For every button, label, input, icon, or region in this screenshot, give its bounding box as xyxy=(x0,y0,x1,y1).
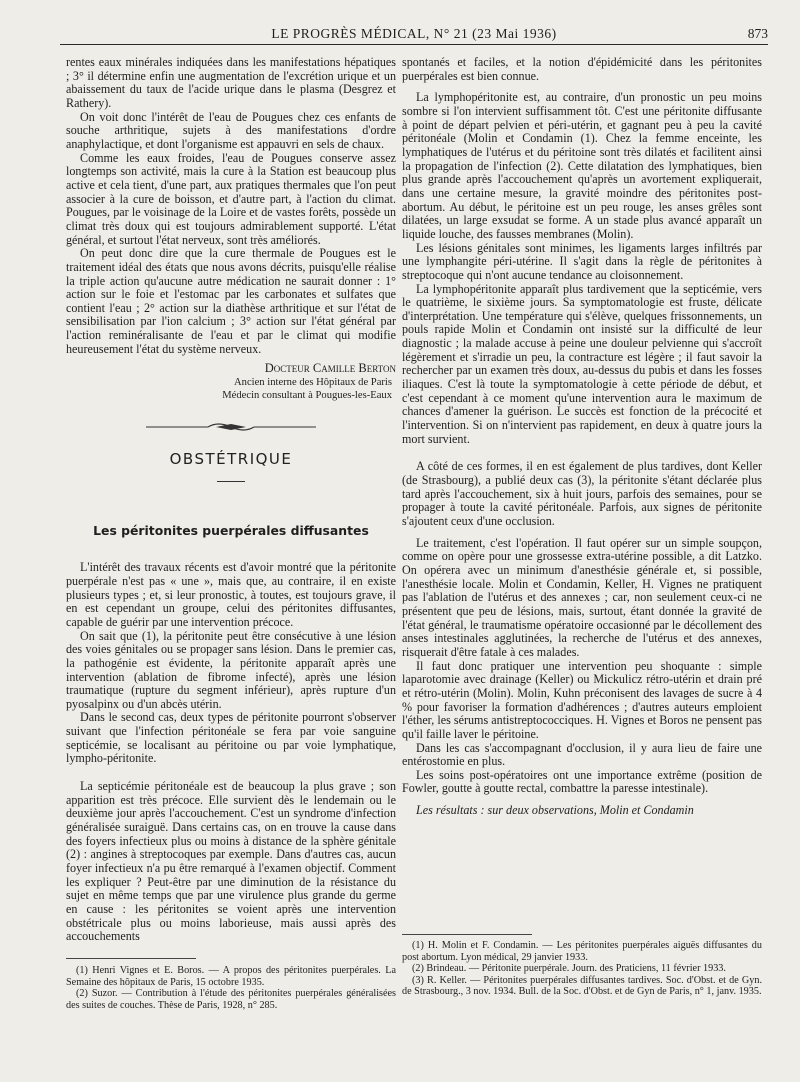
author-title-2: Médecin consultant à Pougues-les-Eaux xyxy=(222,390,392,402)
left-paragraphs-b xyxy=(66,780,396,944)
left-paragraphs-a xyxy=(66,561,396,766)
right-paragraphs-b xyxy=(402,91,762,446)
paragraph: Les lésions génitales sont minimes, les ligaments larges infiltrés par une lymphangite péri-utérine. Il s'agit dans la règle de péritonites à streptocoque qui n'ont aucune tendance au cloisonnement. xyxy=(402,240,762,282)
author-signature xyxy=(66,362,396,403)
article-title: Les péritonites puerpérales diffusantes xyxy=(93,522,369,538)
ornament-icon xyxy=(146,421,316,433)
footnote: (1) H. Molin et F. Condamin. — Les péritonites puerpérales aiguës diffusantes du post abortum. Lyon médical, 29 janvier 1933. xyxy=(402,940,762,963)
right-paragraphs-a xyxy=(402,56,762,83)
paragraph: La septicémie péritonéale est de beaucoup la plus grave ; son apparition est très précoce. Elle survient dès le lendemain ou le deuxième jour après l'accouchement. C'est un syndrome d'infection généralisée suraiguë. Dans certains cas, on en trouve la cause dans des foyers infectieux plus ou moins à distance de la sphère génitale (2) : angines à streptocoques par exemple. Dans d'autres cas, aucun foyer infectieux n'a pu être remarqué à l'examen objectif. Comment les expliquer ? Peut-être par une diminution de la résistance du sujet en même temps que par une virulence plus grande du germe en cause : les péritonites se voient après une intervention obstétricale plus ou moins laborieuse, mais aussi après des accouchements xyxy=(66,779,396,944)
right-footnotes xyxy=(402,940,762,998)
paragraph: Le traitement, c'est l'opération. Il faut opérer sur un simple soupçon, comme on opère pour une grossesse extra-utérine possible, a dit Latzko. On opérera avec un minimum d'anesthésie générale et, si possible, l'anesthésie locale. Molin et Condamin, Keller, H. Vignes ne pratiquent pas l'ablation de l'utérus et des annexes ; car, non seulement ceux-ci ne présentent que peu de lésions, mais, surtout, étant donnée la gravité de l'état général, le traumatisme opératoire occasionné par le décollement des anses intestinales agglutinées, la recherche de l'utérus et des annexes, risquerait d'être fatale à ces malades. xyxy=(402,535,762,659)
paragraph: La lymphopéritonite est, au contraire, d'un pronostic un peu moins sombre si l'on intervient suffisamment tôt. C'est une péritonite diffusante à point de départ pelvien et péri-utérin, et gagnant peu à peu la cavité péritonéale (Molin et Condamin (1). Chez la femme enceinte, les lymphatiques de l'utérus et du péritoine sont très dilatés et facilitent ainsi la propagation de l'infection (2). Cette dilatation des lymphatiques, bien plus grande après l'accouchement qu'après un avortement expliquerait, dans une certaine mesure, la gravité moindre des péritonites post-abortum. Au début, le péritoine est un peu rouge, les anses grêles sont dilatées, un large exsudat se forme. A un stade plus avancé apparaît un liquide louche, des fausses membranes (Molin). xyxy=(402,90,762,241)
page-number: 873 xyxy=(747,26,768,41)
author-title-1: Ancien interne des Hôpitaux de Paris xyxy=(234,376,392,388)
paragraph: Il faut donc pratiquer une intervention peu shoquante : simple laparotomie avec drainage (Keller) ou Mickulicz rétro-utérin et drain pré et rétro-utérin (Molin). Molin, Kuhn préconisent des lavages de sucre à 4 % pour favoriser la formation d'adhérences ; d'autres auteurs emploient l'éther, les sérums antistreptococciques. H. Vignes et Boros ne pensent pas qu'il faille laver le péritoine. xyxy=(402,658,762,741)
paragraph: Dans le second cas, deux types de péritonite pourront s'observer suivant que l'infection péritonéale se fera par voie sanguine septicémie, se localisant au péritoine ou par voie lymphatique, lympho-péritonite. xyxy=(66,710,396,766)
left-footnotes xyxy=(66,965,396,1011)
paragraph: La lymphopéritonite apparaît plus tardivement que la septicémie, vers le quatrième, le sixième jours. Sa symptomatologie est fruste, délicate d'interprétation. Une température qui s'élève, quelques frissonnements, un pouls rapide Molin et Condamin ont insisté sur la difficulté de leur diagnostic ; la malade accuse à peine une douleur pelvienne qui s'accroît légèrement et s'irradie un peu, la contracture est légère ; il faut savoir la rechercher par un examen très doux, au-dessus du pubis et dans les fosses iliaques. C'est là toute la symptomatologie à cette période de début, et c'est cependant à ce moment qu'une intervention aura le maximum de chances d'amener la guérison. Le succès est fonction de la précocité et l'intervention. Si on n'intervient pas rapidement, en deux à quatre jours la mort survient. xyxy=(402,281,762,446)
paragraph: L'intérêt des travaux récents est d'avoir montré que la péritonite puerpérale n'est pas « une », mais que, au contraire, il en existe plusieurs types ; et, si leur pronostic, à toutes, est toujours grave, il en est cependant un groupe, celui des péritonites diffusantes, capable de guérir par une intervention précoce. xyxy=(66,560,396,629)
header-rule xyxy=(60,44,768,45)
paragraph: A côté de ces formes, il en est également de plus tardives, dont Keller (de Strasbourg), a publié deux cas (3), la péritonite s'étant déclarée plus tard après l'accouchement, six à huit jours, parfois des semaines, pour se propager à toute la cavité péritonéale. Parfois, aux signes de péritonite s'ajoutent ceux d'une occlusion. xyxy=(402,459,762,528)
paragraph: On sait que (1), la péritonite peut être consécutive à une lésion des voies génitales ou se propager sans lésion. Dans le premier cas, la pathogénie est évidente, la péritonite apparaît après une intervention (ablation de fibrome infecté), après une lésion traumatique (rupture du segment inférieur), après rupture d'un pyosalpinx ou d'un abcès utérin. xyxy=(66,628,396,711)
footnote-rule-right xyxy=(402,934,532,935)
footnote-rule-left xyxy=(66,958,196,959)
paragraph: On voit donc l'intérêt de l'eau de Pougues chez ces enfants de souche arthritique, sujets à des manifestations d'ordre anaphylactique, et dont l'organisme est appauvri en sels de chaux. xyxy=(66,109,396,151)
ornament-divider xyxy=(66,421,396,435)
paragraph: Dans les cas s'accompagnant d'occlusion, il y aura lieu de faire une entérostomie en plus. xyxy=(402,740,762,769)
paragraph: rentes eaux minérales indiquées dans les manifestations hépatiques ; 3° il détermine enfin une augmentation de l'excrétion urique et un abaissement du taux de l'acide urique dans le plasma (Desgrez et Rathery). xyxy=(66,55,396,110)
author-name: Docteur Camille Berton xyxy=(264,361,396,376)
footnote: (2) Brindeau. — Péritonite puerpérale. Journ. des Praticiens, 11 février 1933. xyxy=(412,963,726,975)
right-paragraphs-d xyxy=(402,537,762,796)
left-column xyxy=(66,56,396,944)
paragraph: On peut donc dire que la cure thermale de Pougues est le traitement idéal des états que nous avons décrits, puisqu'elle réalise la triple action qu'aucune autre médication ne saurait donner : 1° action sur le foie et l'estomac par les carbonates et sulfates que contient l'eau ; 2° action sur la diathèse arthritique et sur l'état de sensibilisation par l'ion calcium ; 3° action sur l'état général par l'action reminéralisante de l'eau et par le climat qui modifie heureusement l'état du système nerveux. xyxy=(66,246,396,356)
left-paragraphs-top xyxy=(66,56,396,356)
journal-title: LE PROGRÈS MÉDICAL, N° 21 (23 Mai 1936) xyxy=(271,26,557,41)
right-column xyxy=(402,56,762,818)
section-heading: OBSTÉTRIQUE xyxy=(169,449,293,468)
section-rule xyxy=(217,481,245,482)
results-line: Les résultats : sur deux observations, Molin et Condamin xyxy=(416,803,694,818)
paragraph: Comme les eaux froides, l'eau de Pougues conserve assez longtemps son activité, mais la cure à la Station est beaucoup plus active et cela tient, d'une part, aux pratiques thermales que l'on peut associer à la cure de boisson, et d'autre part, à l'action du climat. Pougues, par le voisinage de la Loire et de vastes forêts, possède un climat très doux qui est toujours admirablement supporté. L'état général, et surtout l'état nerveux, sont très améliorés. xyxy=(66,150,396,247)
paragraph: spontanés et faciles, et la notion d'épidémicité dans les péritonites puerpérales est bien connue. xyxy=(402,55,762,83)
footnote: (1) Henri Vignes et E. Boros. — A propos des péritonites puerpérales. La Semaine des hôpitaux de Paris, 15 octobre 1935. xyxy=(66,965,396,988)
paragraph: Les soins post-opératoires ont une importance extrême (position de Fowler, goutte à goutte rectal, combattre la paresse intestinale). xyxy=(402,767,762,796)
footnote: (2) Suzor. — Contribution à l'étude des péritonites puerpérales généralisées des suites de couches. Thèse de Paris, 1928, n° 285. xyxy=(66,988,396,1011)
page-header xyxy=(60,26,768,42)
right-paragraphs-c xyxy=(402,460,762,528)
footnote: (3) R. Keller. — Péritonites puerpérales diffusantes tardives. Soc. d'Obst. et de Gyn. de Strasbourg., 3 nov. 1934. Bull. de la Soc. d'Obst. et de Gyn de Paris, n° 1, janv. 1935. xyxy=(402,974,762,998)
